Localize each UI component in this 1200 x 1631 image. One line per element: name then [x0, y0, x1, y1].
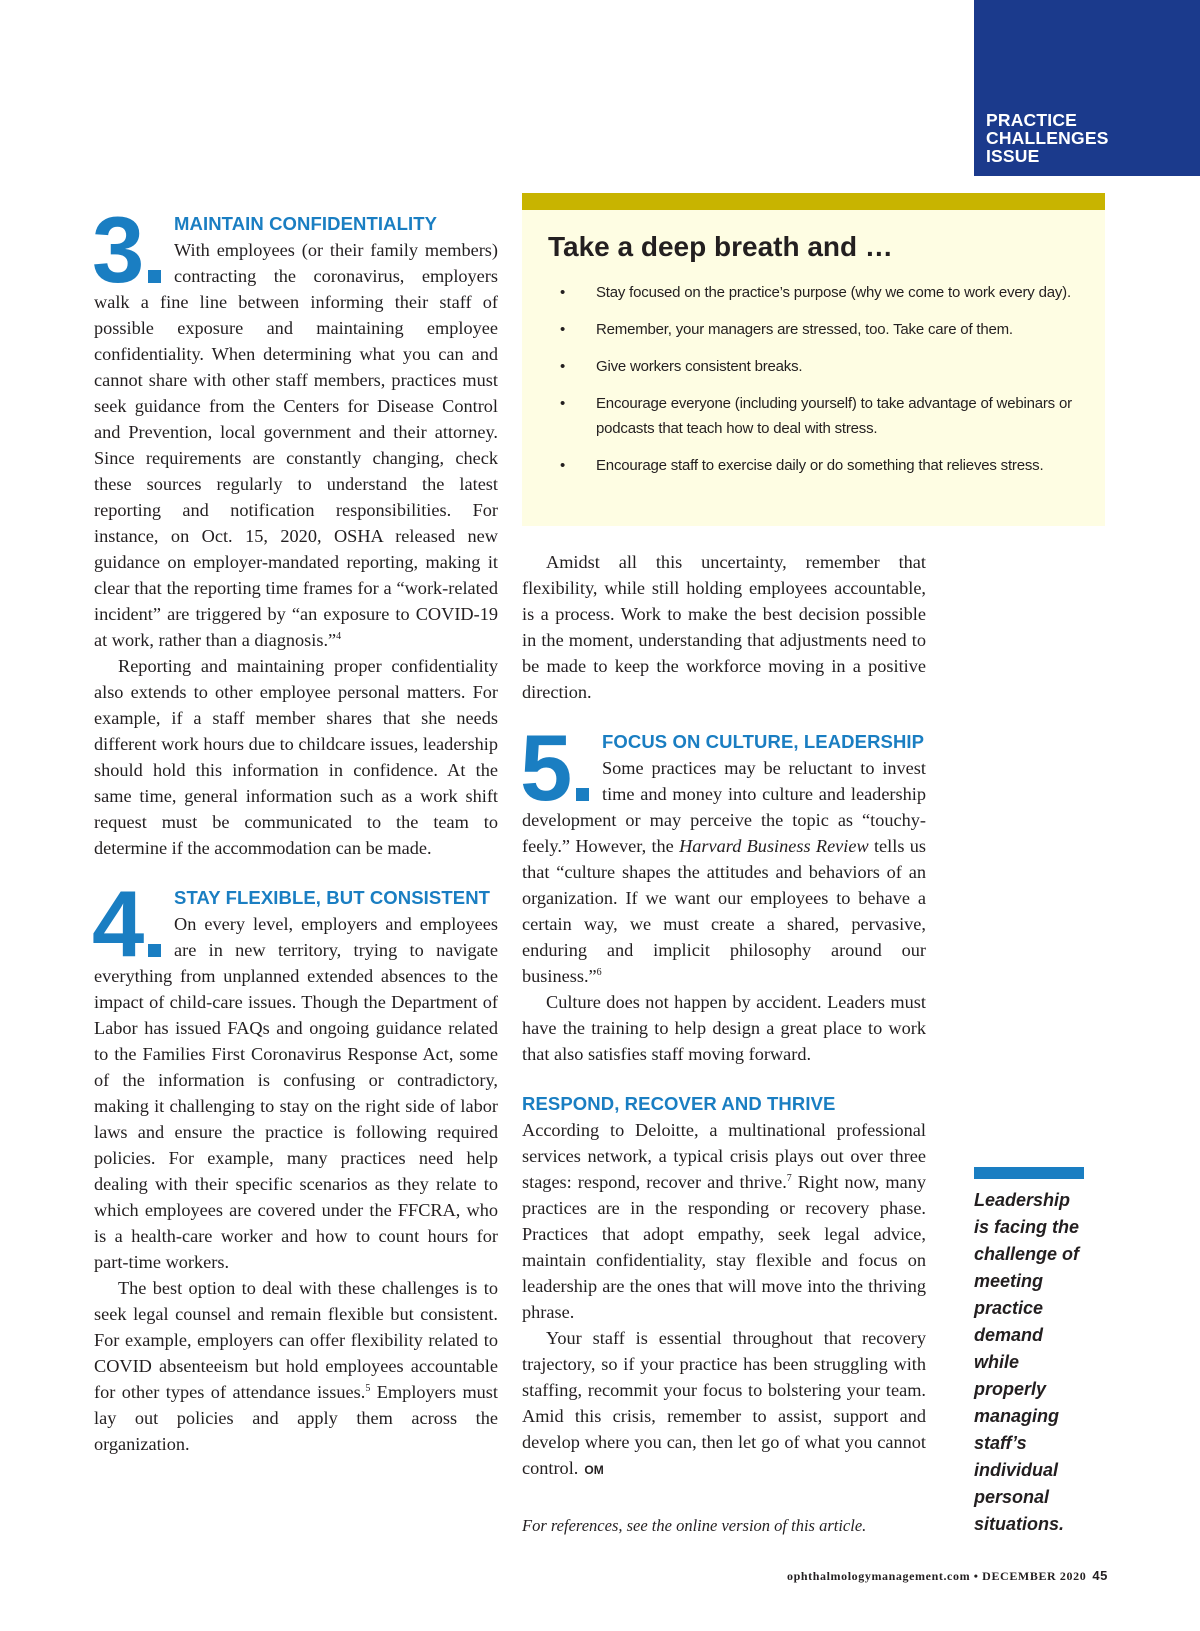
footnote-ref: 5 — [365, 1382, 371, 1394]
section-5-p1-text-a: Some practices may be reluctant to invest time and money into culture and leadership development or may perceive the topic as “touchy-feely.” However, the — [522, 758, 926, 856]
pull-quote-rule — [974, 1167, 1084, 1179]
bullet-icon: • — [560, 358, 566, 375]
section-3-heading: MAINTAIN CONFIDENTIALITY — [174, 213, 438, 234]
page-number: 45 — [1092, 1568, 1108, 1583]
section-5-number — [520, 715, 602, 820]
section-tab — [974, 0, 1200, 176]
section-4-heading: STAY FLEXIBLE, BUT CONSISTENT — [174, 887, 491, 908]
section-3 — [92, 197, 498, 861]
bullet-icon: • — [560, 395, 566, 412]
sidebar-item — [560, 280, 1085, 305]
section-5-p1-text-b: tells us that “culture shapes the attitudes and behaviors of an organization. If we want our employees to behave a certain way, we must create a shared, pervasive, enduring and implicit philosophy around our business.” — [522, 836, 926, 986]
respond-paragraph-2 — [522, 1325, 926, 1483]
sidebar-item-text: Encourage everyone (including yourself) to take advantage of webinars or podcasts that teach how to deal with stress. — [596, 395, 1072, 437]
footnote-ref: 4 — [336, 630, 342, 642]
sidebar-box — [522, 193, 1105, 526]
sidebar-item — [560, 453, 1085, 478]
section-3-paragraph-2: Reporting and maintaining proper confidentiality also extends to other employee personal matters. For example, if a staff member shares that she needs different work hours due to childcare issues, leadership should hold this information in confidence. At the same time, general information such as a work shift request must be communicated to the team to determine if the accommodation can be made. — [94, 656, 498, 858]
publication-name: Harvard Business Review — [679, 836, 869, 856]
section-4-number — [92, 871, 174, 976]
respond-section — [522, 1091, 926, 1483]
footnote-ref: 6 — [596, 966, 602, 978]
page-footer — [787, 1568, 1108, 1584]
tab-line-3: ISSUE — [986, 146, 1040, 166]
respond-p1-text-b: Right now, many practices are in the responding or recovery phase. Practices that adopt empathy, seek legal advice, maintain confidentiality, stay flexible and focus on leadership are the ones that will move into the thriving phrase. — [522, 1172, 926, 1322]
bullet-icon: • — [560, 457, 566, 474]
square-bullet-icon — [148, 270, 161, 283]
sidebar-item-text: Stay focused on the practice’s purpose (why we come to work every day). — [596, 284, 1071, 301]
section-4 — [92, 871, 498, 1457]
section-4-paragraph-2 — [94, 1275, 498, 1457]
square-bullet-icon — [576, 788, 589, 801]
bullet-icon: • — [560, 284, 566, 301]
respond-p2-text: Your staff is essential throughout that recovery trajectory, so if your practice has been struggling with staffing, recommit your focus to bolstering your team. Amid this crisis, remember to assist, support and develop where you can, then let go of what you cannot control. — [522, 1328, 926, 1478]
section-3-p1-text: With employees (or their family members) contracting the coronavirus, employers walk a fine line between informing their staff of possible exposure and maintaining employee confidentiality. When determining what you can and cannot share with other staff members, practices must seek guidance from the Centers for Disease Control and Prevention, local government and their attorney. Since requirements are constantly changing, check these sources regularly to understand the latest reporting and notification responsibilities. For instance, on Oct. 15, 2020, OSHA released new guidance on employer-mandated reporting, making it clear that the reporting time frames for a “work-related incident” are triggered by “an exposure to COVID-19 at work, rather than a diagnosis.” — [94, 240, 498, 650]
sidebar-item-text: Remember, your managers are stressed, too. Take care of them. — [596, 321, 1013, 338]
sidebar-item — [560, 391, 1085, 441]
sidebar-item — [560, 317, 1085, 342]
footnote-ref: 7 — [786, 1172, 792, 1184]
sidebar-top-bar — [522, 193, 1105, 210]
left-column — [92, 197, 498, 1457]
section-3-number-text: 3 — [92, 197, 143, 302]
square-bullet-icon — [148, 944, 161, 957]
end-mark: OM — [584, 1463, 604, 1477]
section-4-paragraph-1: On every level, employers and employees are in new territory, trying to navigate everything from unplanned extended absences to the impact of child-care issues. Though the Department of Labor has issued FAQs and ongoing guidance related to the Families First Coronavirus Response Act, some of the information is confusing or contradictory, making it challenging to stay on the right side of labor laws and ensure the practice is following required policies. For example, many practices need help dealing with their specific scenarios as they relate to which employees are covered under the FFCRA, who is a health-care worker and how to count hours for part-time workers. — [94, 914, 498, 1272]
pull-quote-text: Leadership is facing the challenge of meeting practice demand while properly managing staff’s individual personal situations. — [974, 1190, 1080, 1534]
section-5-paragraph-2: Culture does not happen by accident. Leaders must have the training to help design a great place to work that also satisfies staff moving forward. — [522, 992, 926, 1064]
section-4-p2-text-b: Employers must lay out policies and apply them across the organization. — [94, 1382, 498, 1454]
section-3-number — [92, 197, 174, 302]
tab-line-1: PRACTICE — [986, 110, 1078, 130]
footer-text: ophthalmologymanagement.com • DECEMBER 2020 — [786, 1569, 1087, 1583]
section-5-number-text: 5 — [520, 715, 571, 820]
respond-heading: RESPOND, RECOVER AND THRIVE — [522, 1093, 836, 1114]
section-4-p2-text-a: The best option to deal with these challenges is to seek legal counsel and remain flexible but consistent. For example, employers can offer flexibility related to COVID absenteeism but hold employees accountable for other types of attendance issues. — [94, 1278, 498, 1402]
sidebar-item-text: Encourage staff to exercise daily or do something that relieves stress. — [596, 457, 1044, 474]
references-note: For references, see the online version of this article. — [522, 1516, 867, 1535]
intro-paragraph: Amidst all this uncertainty, remember that flexibility, while still holding employees accountable, is a process. Work to make the best decision possible in the moment, understanding that adjustments need to be made to keep the workforce moving in a positive direction. — [522, 552, 926, 702]
sidebar-item-text: Give workers consistent breaks. — [596, 358, 803, 375]
sidebar-title: Take a deep breath and … — [548, 231, 893, 262]
tab-line-2: CHALLENGES — [986, 128, 1109, 148]
sidebar-item — [560, 354, 1085, 379]
section-4-number-text: 4 — [92, 871, 143, 976]
section-5-heading: FOCUS ON CULTURE, LEADERSHIP — [602, 731, 925, 752]
sidebar-list — [522, 264, 1105, 478]
bullet-icon: • — [560, 321, 566, 338]
section-3-paragraph-1 — [94, 237, 498, 653]
respond-p1-text-a: According to Deloitte, a multinational professional services network, a typical crisis plays out over three stages: respond, recover and thrive. — [522, 1120, 926, 1192]
pull-quote — [974, 1167, 1086, 1538]
section-5 — [520, 715, 926, 1067]
respond-paragraph-1 — [522, 1117, 926, 1325]
middle-column — [522, 549, 926, 1483]
